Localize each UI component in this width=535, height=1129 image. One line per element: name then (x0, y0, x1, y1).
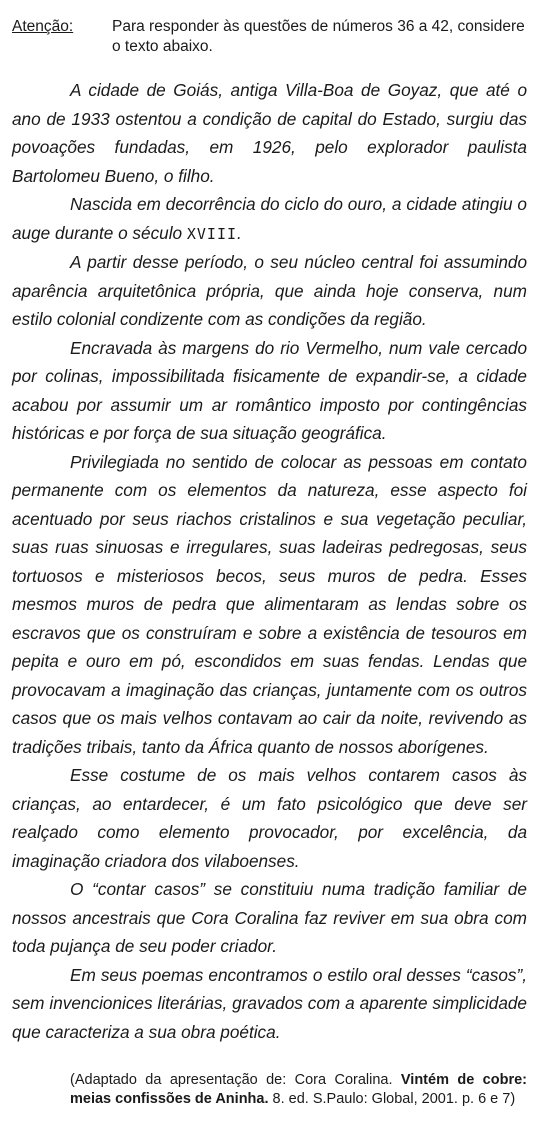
citation-prefix: (Adaptado da apresentação de: Cora Coralina. (70, 1072, 401, 1088)
paragraph-7: O “contar casos” se constituiu numa tradição familiar de nossos ancestrais que Cora Coralina faz reviver em sua obra com toda pujança de seu poder criador. (12, 879, 527, 956)
paragraph-2-end: . (237, 222, 242, 243)
instruction-text: Para responder às questões de números 36 a 42, considere o texto abaixo. (112, 18, 525, 55)
century-numeral: XVIII (186, 224, 238, 243)
paragraph-6: Esse costume de os mais velhos contarem casos às crianças, ao entardecer, é um fato psicológico que deve ser realçado como elemento provocador, por excelência, da imaginação criadora dos vilaboenses. (12, 765, 527, 871)
article-body (12, 76, 527, 1046)
instruction-header (12, 17, 527, 56)
paragraph-2-text: Nascida em decorrência do ciclo do ouro, a cidade atingiu o auge durante o século (12, 194, 527, 243)
paragraph-4: Encravada às margens do rio Vermelho, num vale cercado por colinas, impossibilitada fisicamente de expandir-se, a cidade acabou por assumir um ar romântico imposto por contingências históricas e por força de sua situação geográfica. (12, 337, 527, 443)
paragraph-8: Em seus poemas encontramos o estilo oral desses “casos”, sem invencionices literárias, gravados com a aparente simplicidade que caracteriza a sua obra poética. (12, 964, 527, 1042)
citation-suffix: 8. ed. S.Paulo: Global, 2001. p. 6 e 7) (268, 1091, 516, 1107)
paragraph-2 (12, 190, 527, 248)
source-citation (70, 1071, 527, 1109)
paragraph-1: A cidade de Goiás, antiga Villa-Boa de Goyaz, que até o ano de 1933 ostentou a condição de capital do Estado, surgiu das povoações fundadas, em 1926, pelo explorador paulista Bartolomeu Bueno, o filho. (12, 80, 527, 186)
paragraph-5: Privilegiada no sentido de colocar as pessoas em contato permanente com os elementos da natureza, esse aspecto foi acentuado por seus riachos cristalinos e sua vegetação peculiar, suas ruas sinuosas e irregulares, suas ladeiras pedregosas, seus tortuosos e misteriosos becos, seus muros de pedra. Esses mesmos muros de pedra que alimentaram as lendas sobre os escravos que os construíram e sobre a existência de tesouros em pepita e ouro em pó, escondidos em suas fendas. Lendas que provocavam a imaginação das crianças, juntamente com os outros casos que os mais velhos contavam ao cair da noite, revivendo as tradições tribais, tanto da África quanto de nossos aborígenes. (12, 451, 527, 757)
attention-label: Atenção: (12, 18, 74, 35)
book-title: Vintém de cobre: meias confissões de Aninha. (70, 1072, 527, 1107)
paragraph-3: A partir desse período, o seu núcleo central foi assumindo aparência arquitetônica própria, que ainda hoje conserva, num estilo colonial condizente com as condições da região. (12, 252, 527, 329)
